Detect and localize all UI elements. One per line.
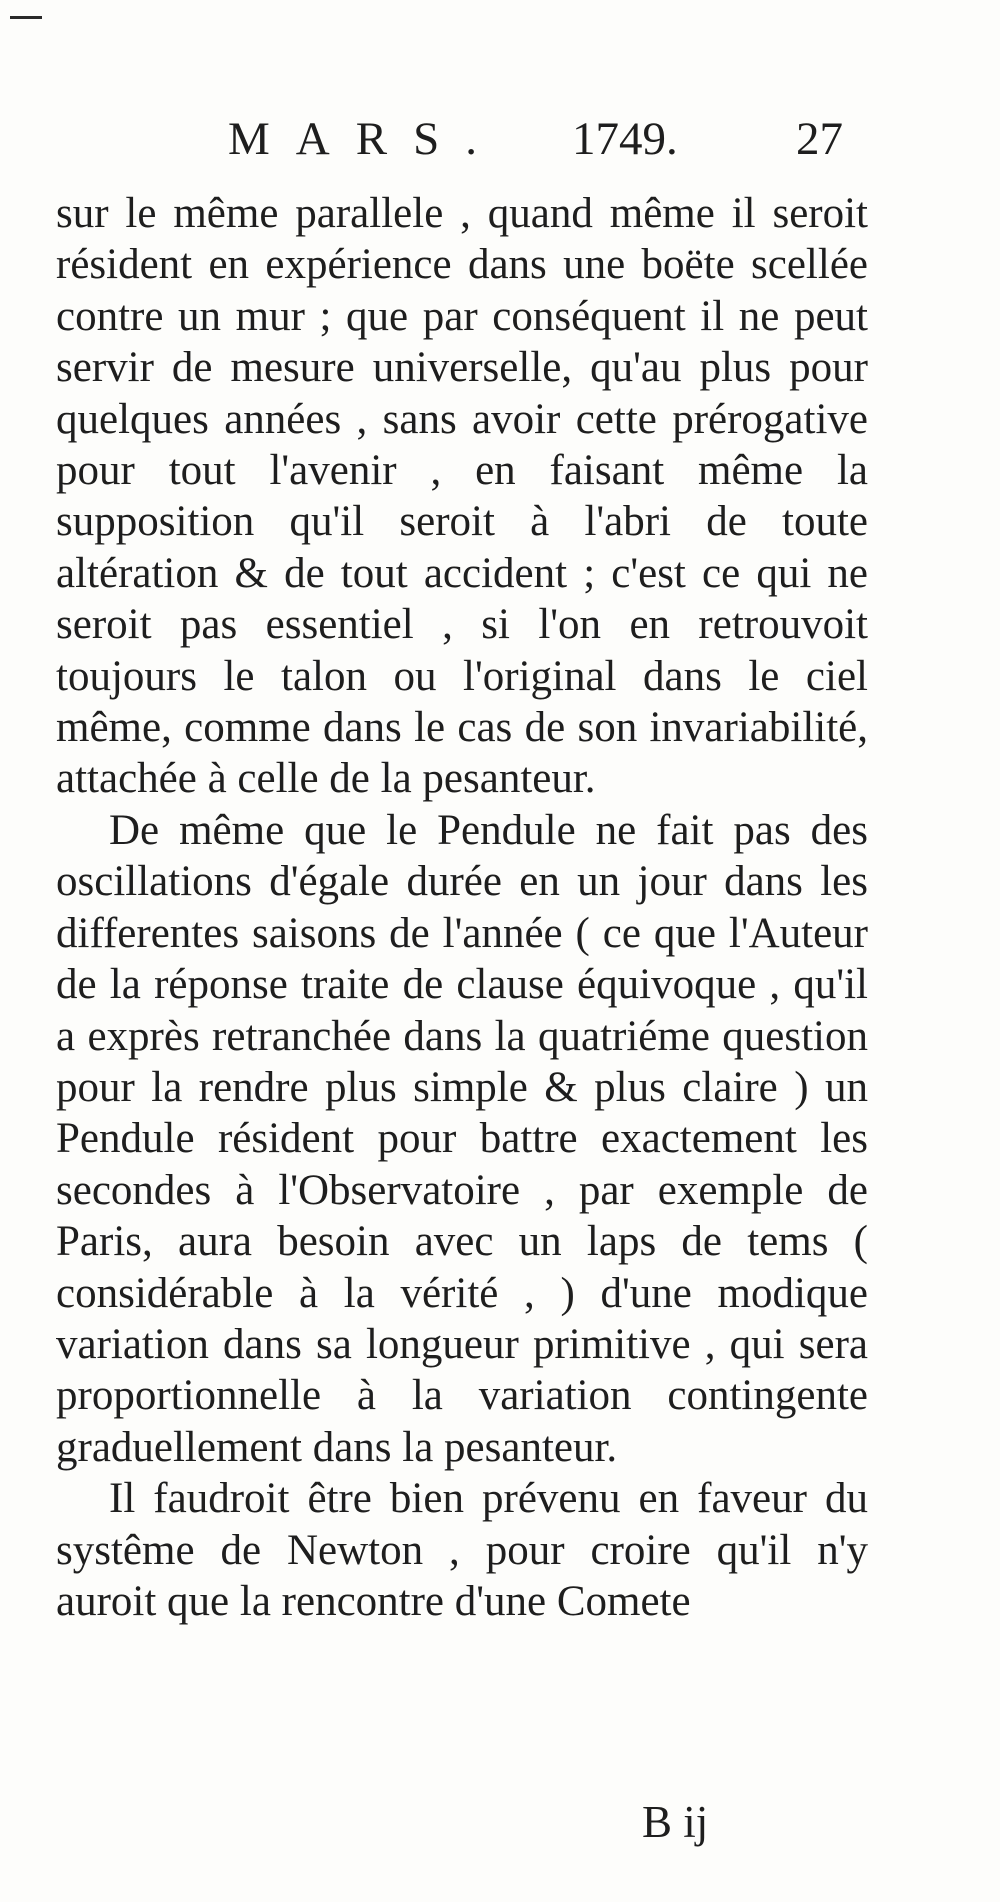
signature-mark: B ij [642,1797,709,1847]
page-number: 27 [796,113,843,165]
page-header [0,112,1000,182]
corner-ink-mark [10,16,42,19]
body-text [56,188,868,1627]
running-title: MARS. [228,113,503,165]
paragraph-pendule: De même que le Pendule ne fait pas des oscillations d'égale durée en un jour dans les differentes saisons de l'année ( ce que l'Auteur de la réponse traite de clause équivoque , qu'il a exprès retranchée dans la quatriéme question pour la rendre plus simple & plus claire ) un Pendule résident pour battre exactement les secondes à l'Observatoire , par exemple de Paris, aura besoin avec un laps de tems ( considérable à la vérité , ) d'une modique variation dans sa longueur primitive , qui sera proportionnelle à la variation contingente graduellement dans la pesanteur. [56,806,868,1471]
paragraph-newton: Il faudroit être bien prévenu en faveur du systême de Newton , pour croire qu'il n'y auroit que la rencontre d'une Comete [56,1475,868,1625]
header-year: 1749. [572,113,678,165]
paragraph-continued: sur le même parallele , quand même il seroit résident en expérience dans une boëte scellée contre un mur ; que par conséquent il ne peut servir de mesure universelle, qu'au plus pour quelques années , sans avoir cette prérogative pour tout l'avenir , en faisant même la supposition qu'il seroit à l'abri de toute altération & de tout accident ; c'est ce qui ne seroit pas essentiel , si l'on en retrouvoit toujours le talon ou l'original dans le ciel même, comme dans le cas de son invariabilité, attachée à celle de la pesanteur. [56,190,868,803]
